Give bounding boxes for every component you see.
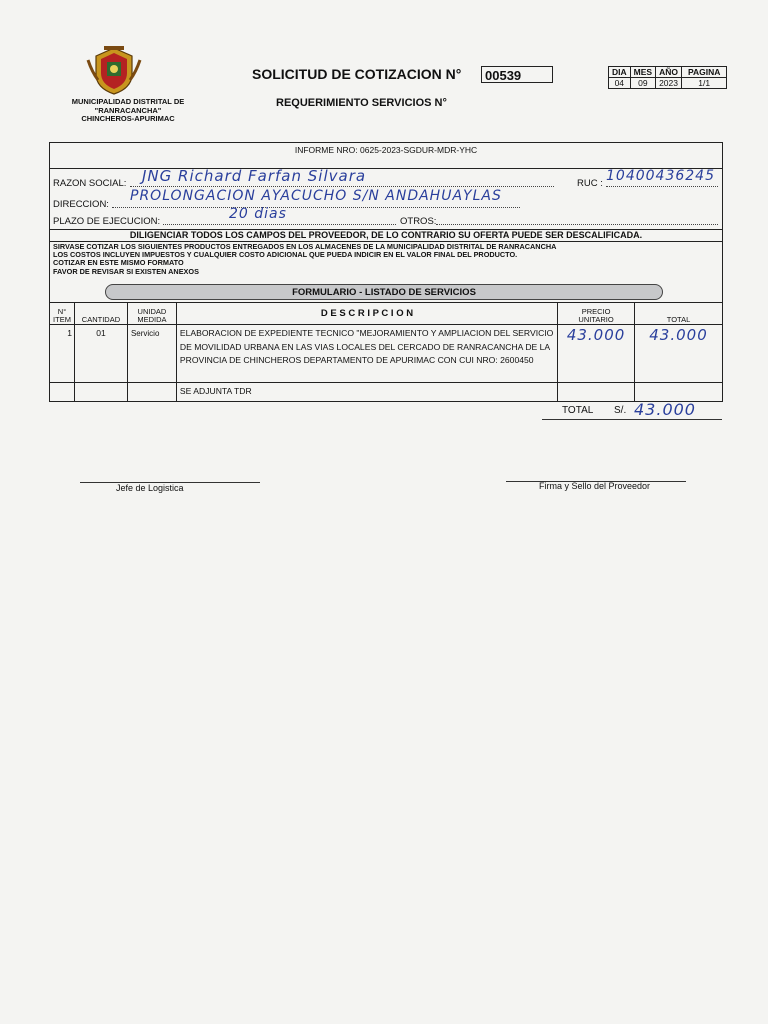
direccion-label: DIRECCION: (53, 199, 109, 210)
razon-social-label: RAZON SOCIAL: (53, 178, 127, 189)
item-description: SE ADJUNTA TDR (176, 383, 557, 402)
municipality-line: "RANRACANCHA" (94, 105, 162, 115)
otros-line[interactable] (436, 224, 718, 225)
total-underline (542, 419, 722, 420)
services-table (49, 302, 723, 402)
municipality-name (48, 98, 208, 124)
table-row (50, 383, 723, 402)
col-header-total: TOTAL (635, 303, 723, 325)
warning-text: DILIGENCIAR TODOS LOS CAMPOS DEL PROVEEDOR, DE LO CONTRARIO SU OFERTA PUEDE SER DESCALIFICADA. (129, 230, 643, 240)
total-currency: S/. (614, 405, 627, 416)
ruc-line (606, 186, 718, 187)
direccion-field[interactable]: PROLONGACION AYACUCHO S/N ANDAHUAYLAS (130, 188, 502, 204)
razon-social-line (130, 186, 554, 187)
month-value: 09 (630, 78, 655, 89)
otros-label: OTROS: (400, 216, 437, 227)
month-header: MES (630, 67, 655, 78)
ruc-label: RUC : (577, 178, 603, 189)
date-table (608, 66, 727, 89)
informe-number: INFORME NRO: 0625-2023-SGDUR-MDR-YHC (294, 145, 478, 155)
col-header-precio: PRECIO UNITARIO (558, 303, 635, 325)
quotation-number: 00539 (481, 66, 553, 83)
instruction-line: FAVOR DE REVISAR SI EXISTEN ANEXOS (53, 266, 199, 276)
item-unit: Servicio (127, 325, 176, 383)
day-header: DIA (609, 67, 631, 78)
plazo-label: PLAZO DE EJECUCION: (53, 216, 161, 227)
razon-social-field[interactable]: JNG Richard Farfan Silvara (142, 167, 367, 185)
col-header-cantidad: CANTIDAD (74, 303, 127, 325)
page-header: PAGINA (681, 67, 726, 78)
item-total[interactable]: 43.000 (635, 325, 723, 383)
document-subtitle: REQUERIMIENTO SERVICIOS N° (276, 97, 447, 109)
item-description: ELABORACION DE EXPEDIENTE TECNICO "MEJORAMIENTO Y AMPLIACION DEL SERVICIO DE MOVILIDAD URBANA EN LAS VIAS LOCALES DEL CERCADO DE RANRACANCHA DE LA PROVINCIA DE CHINCHEROS DEPARTAMENTO DE APURIMAC CON CUI NRO: 2600450 (176, 325, 557, 383)
table-row (50, 325, 723, 383)
item-number: 1 (50, 325, 75, 383)
item-total[interactable] (635, 383, 723, 402)
ruc-field[interactable]: 10400436245 (606, 168, 715, 184)
item-quantity: 01 (74, 325, 127, 383)
col-header-descripcion: D E S C R I P C I O N (176, 303, 557, 325)
year-value: 2023 (656, 78, 682, 89)
plazo-line (163, 224, 396, 225)
item-quantity (74, 383, 127, 402)
item-unit-price[interactable]: 43.000 (558, 325, 635, 383)
col-header-item: N° ITEM (50, 303, 75, 325)
col-header-unidad: UNIDAD MEDIDA (127, 303, 176, 325)
instruction-line: COTIZAR EN ESTE MISMO FORMATO (53, 258, 184, 268)
day-value: 04 (609, 78, 631, 89)
page-value: 1/1 (681, 78, 726, 89)
item-number (50, 383, 75, 402)
municipality-line: CHINCHEROS-APURIMAC (81, 114, 175, 123)
form-section-banner: FORMULARIO - LISTADO DE SERVICIOS (105, 284, 663, 300)
instruction-line: SIRVASE COTIZAR LOS SIGUIENTES PRODUCTOS ENTREGADOS EN LOS ALMACENES DE LA MUNICIPALIDAD DISTRITAL DE RANRACANCHA (53, 242, 557, 251)
instructions (53, 243, 556, 276)
logistics-signature-label: Jefe de Logistica (116, 483, 184, 493)
direccion-line (112, 207, 520, 208)
item-unit (127, 383, 176, 402)
year-header: AÑO (656, 67, 682, 78)
total-label: TOTAL (562, 405, 594, 416)
total-value[interactable]: 43.000 (634, 400, 696, 419)
provider-signature-label: Firma y Sello del Proveedor (539, 481, 651, 491)
document-title: SOLICITUD DE COTIZACION N° (252, 66, 462, 82)
municipality-line: MUNICIPALIDAD DISTRITAL DE (71, 97, 185, 106)
instruction-line: LOS COSTOS INCLUYEN IMPUESTOS Y CUALQUIER COSTO ADICIONAL QUE PUEDA INDICIR EN EL VALOR FINAL DEL PRODUCTO. (53, 250, 518, 260)
municipal-crest-logo (86, 46, 142, 96)
plazo-field[interactable]: 20 dias (229, 206, 287, 222)
item-unit-price[interactable] (558, 383, 635, 402)
